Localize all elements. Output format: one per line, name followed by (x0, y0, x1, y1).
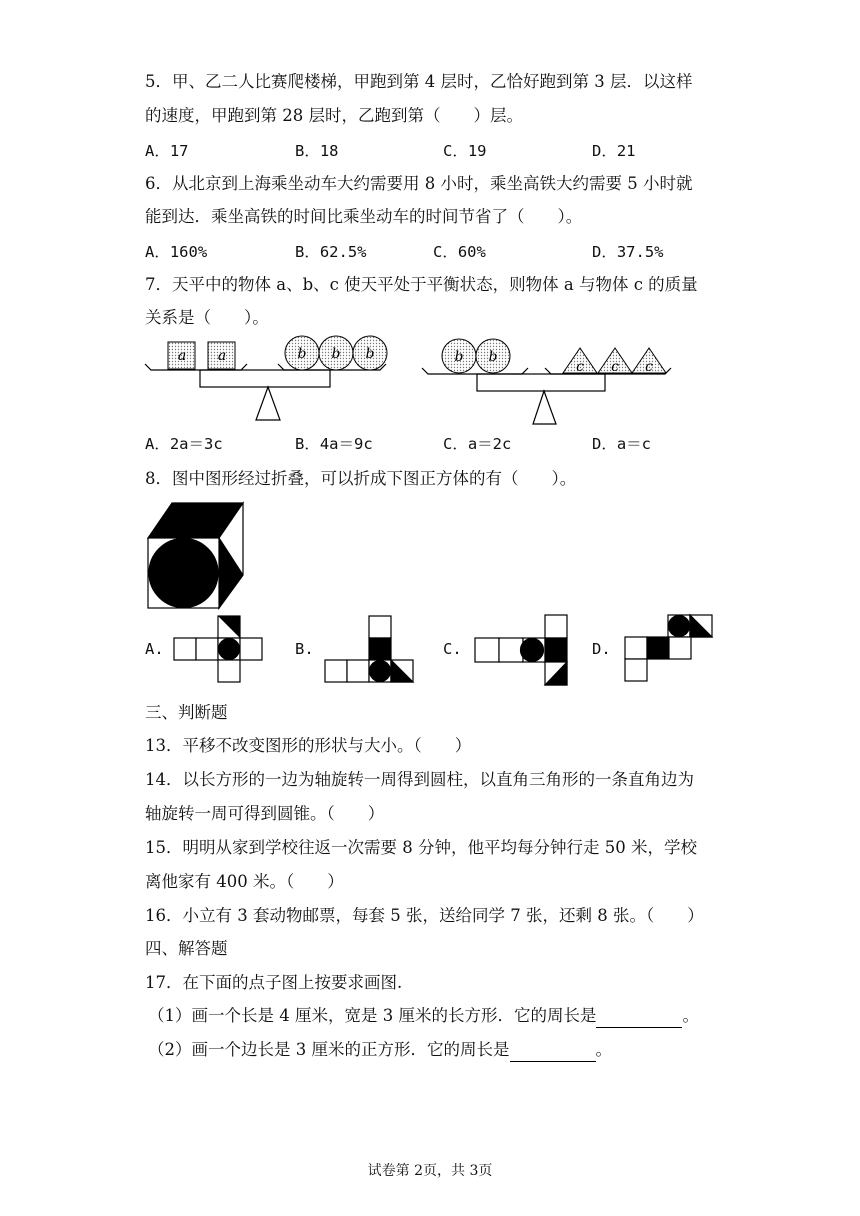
net-option-b (325, 616, 413, 682)
q8-option-c[interactable]: C. (443, 640, 462, 658)
q15-line1: 15．明明从家到学校往返一次需要 8 分钟，他平均每分钟行走 50 米，学校 (145, 838, 697, 857)
q17-part1-end: 。 (682, 1006, 699, 1025)
q5-option-c[interactable]: C．19 (443, 142, 487, 160)
q7-line1: 7．天平中的物体 a、b、c 使天平处于平衡状态，则物体 a 与物体 c 的质量 (145, 275, 698, 294)
q6-line2: 能到达．乘坐高铁的时间比乘坐动车的时间节省了（ ）。 (145, 207, 583, 226)
label-b-5: b (488, 349, 498, 365)
q8-line1: 8．图中图形经过折叠，可以折成下图正方体的有（ ）。 (145, 469, 577, 488)
q8-option-d[interactable]: D. (592, 640, 611, 658)
q7-option-c[interactable]: C．a＝2c (443, 435, 512, 453)
q14-line2: 轴旋转一周可得到圆锥。（ ） (145, 804, 385, 823)
label-c-2: c (611, 359, 619, 375)
q8-option-b[interactable]: B. (295, 640, 314, 658)
q5-line1: 5．甲、乙二人比赛爬楼梯，甲跑到第 4 层时，乙恰好跑到第 3 层．以这样 (145, 72, 693, 91)
label-c-3: c (645, 359, 653, 375)
label-a-1: a (177, 348, 187, 364)
net-option-c (475, 615, 567, 685)
section3-title: 三、判断题 (145, 703, 228, 722)
q5-option-a[interactable]: A．17 (145, 142, 189, 160)
label-a-2: a (217, 348, 227, 364)
q6-option-b[interactable]: B．62.5% (295, 243, 367, 261)
label-b-3: b (365, 346, 375, 362)
q15-line2: 离他家有 400 米。（ ） (145, 872, 344, 891)
q8-option-a[interactable]: A. (145, 640, 164, 658)
label-c-1: c (576, 359, 584, 375)
label-b-2: b (331, 346, 341, 362)
q6-option-a[interactable]: A．160% (145, 243, 208, 261)
q5-option-b[interactable]: B．18 (295, 142, 339, 160)
q7-line2: 关系是（ ）。 (145, 308, 269, 327)
net-option-d (625, 615, 712, 681)
q17-part1-text: （1）画一个长是 4 厘米，宽是 3 厘米的长方形．它的周长是 (148, 1006, 597, 1025)
q17-part2-text: （2）画一个边长是 3 厘米的正方形．它的周长是 (148, 1040, 510, 1059)
q17-part1-blank[interactable] (596, 1009, 682, 1028)
q17-part2 (148, 1038, 612, 1062)
q17-part2-end: 。 (595, 1040, 612, 1059)
q17-part2-blank[interactable] (510, 1043, 596, 1062)
label-b-4: b (454, 349, 464, 365)
q6-option-c[interactable]: C．60% (433, 243, 486, 261)
net-option-a (174, 616, 262, 682)
q6-option-d[interactable]: D．37.5% (592, 243, 664, 261)
q14-line1: 14．以长方形的一边为轴旋转一周得到圆柱，以直角三角形的一条直角边为 (145, 770, 694, 789)
q13: 13．平移不改变图形的形状与大小。（ ） (145, 736, 472, 755)
q7-option-b[interactable]: B．4a＝9c (295, 435, 373, 453)
q7-option-a[interactable]: A．2a＝3c (145, 435, 223, 453)
q5-line2: 的速度，甲跑到第 28 层时，乙跑到第（ ）层。 (145, 106, 523, 125)
q17: 17．在下面的点子图上按要求画图. (145, 973, 403, 992)
q5-option-d[interactable]: D．21 (592, 142, 636, 160)
q7-option-d[interactable]: D．a＝c (592, 435, 651, 453)
label-b-1: b (297, 346, 307, 362)
q16: 16．小立有 3 套动物邮票，每套 5 张，送给同学 7 张，还剩 8 张。（ ） (145, 906, 704, 925)
cube-front-circle (149, 539, 218, 608)
page-footer: 试卷第 2页，共 3页 (367, 1163, 493, 1179)
q17-part1 (148, 1004, 699, 1028)
section4-title: 四、解答题 (145, 939, 228, 958)
q6-line1: 6．从北京到上海乘坐动车大约需要用 8 小时，乘坐高铁大约需要 5 小时就 (145, 174, 693, 193)
